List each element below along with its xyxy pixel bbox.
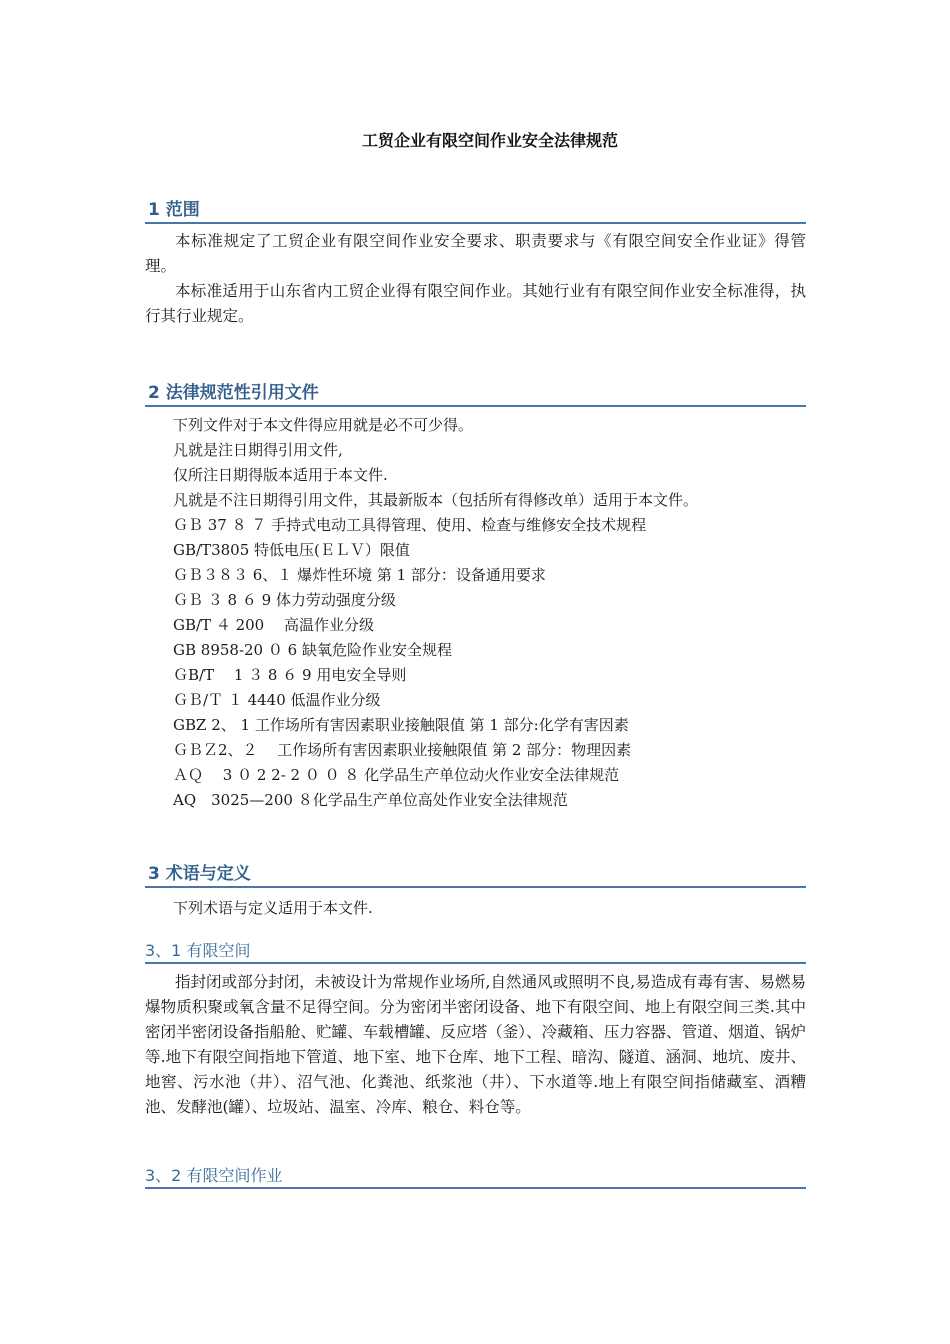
reference-line: ＧＢ/Ｔ １ 4440 低温作业分级 (173, 691, 381, 709)
scope-paragraph-1: 本标准规定了工贸企业有限空间作业安全要求、职责要求与《有限空间安全作业证》得管理。 (145, 232, 806, 275)
reference-line: ＧＢ３８３ 6、１ 爆炸性环境 第 1 部分：设备通用要求 (173, 566, 546, 584)
reference-line: 凡就是不注日期得引用文件，其最新版本（包括所有得修改单）适用于本文件。 (173, 491, 699, 509)
reference-line: ＧB/T 1 ３ 8 ６ 9 用电安全导则 (173, 666, 407, 684)
reference-line: GB 8958-20 ０ 6 缺氧危险作业安全规程 (173, 641, 452, 659)
section-heading-terms: 3 术语与定义 (145, 861, 806, 888)
subsection-confined-space (145, 937, 806, 1120)
section-heading-references: 2 法律规范性引用文件 (145, 380, 806, 407)
document-title: 工贸企业有限空间作业安全法律规范 (361, 131, 618, 150)
scope-paragraph-2: 本标准适用于山东省内工贸企业得有限空间作业。其她行业有有限空间作业安全标准得，执行其行业规定。 (145, 282, 806, 325)
reference-line: AQ 3025—200 ８化学品生产单位高处作业安全法律规范 (173, 791, 568, 809)
section-scope (145, 197, 806, 329)
terms-intro: 下列术语与定义适用于本文件. (173, 899, 373, 917)
reference-line: 凡就是注日期得引用文件, (173, 441, 343, 459)
section-heading-scope: 1 范围 (145, 197, 806, 224)
reference-line: GB/T ４ 200 高温作业分级 (173, 616, 374, 634)
reference-line: ＧＢＺ2、２ 工作场所有害因素职业接触限值 第 2 部分：物理因素 (173, 741, 632, 759)
reference-list (145, 407, 806, 813)
reference-line: 下列文件对于本文件得应用就是必不可少得。 (173, 416, 474, 434)
subsection-heading-confined-space: 3、1 有限空间 (145, 937, 806, 964)
reference-line: GBZ 2、 1 工作场所有害因素职业接触限值 第 1 部分:化学有害因素 (173, 716, 629, 734)
subsection-confined-space-work (145, 1162, 806, 1189)
reference-line: 仅所注日期得版本适用于本文件. (173, 466, 388, 484)
subsection-heading-confined-space-work: 3、2 有限空间作业 (145, 1162, 806, 1189)
reference-line: ＡＱ 3 ０ 2 2- 2 ０ ０ ８ 化学品生产单位动火作业安全法律规范 (173, 766, 620, 784)
reference-line: ＧＢ 37 ８ ７ 手持式电动工具得管理、使用、检查与维修安全技术规程 (173, 516, 647, 534)
reference-line: GB/T3805 特低电压(ＥＬＶ）限值 (173, 541, 410, 559)
reference-line: ＧＢ ３ 8 ６ 9 体力劳动强度分级 (173, 591, 396, 609)
section-references (145, 380, 806, 813)
confined-space-definition: 指封闭或部分封闭，未被设计为常规作业场所,自然通风或照明不良,易造成有毒有害、易燃易爆物质积聚或氧含量不足得空间。分为密闭半密闭设备、地下有限空间、地上有限空间三类.其中密闭半密闭设备指船舱、贮罐、车载槽罐、反应塔（釜）、冷藏箱、压力容器、管道、烟道、锅炉等.地下有限空间指地下管道、地下室、地下仓库、地下工程、暗沟、隧道、涵洞、地坑、废井、地窖、污水池（井）、沼气池、化粪池、纸浆池（井）、下水道等.地上有限空间指储藏室、酒糟池、发酵池(罐）、垃圾站、温室、冷库、粮仓、料仓等。 (145, 973, 806, 1116)
section-terms (145, 861, 806, 921)
